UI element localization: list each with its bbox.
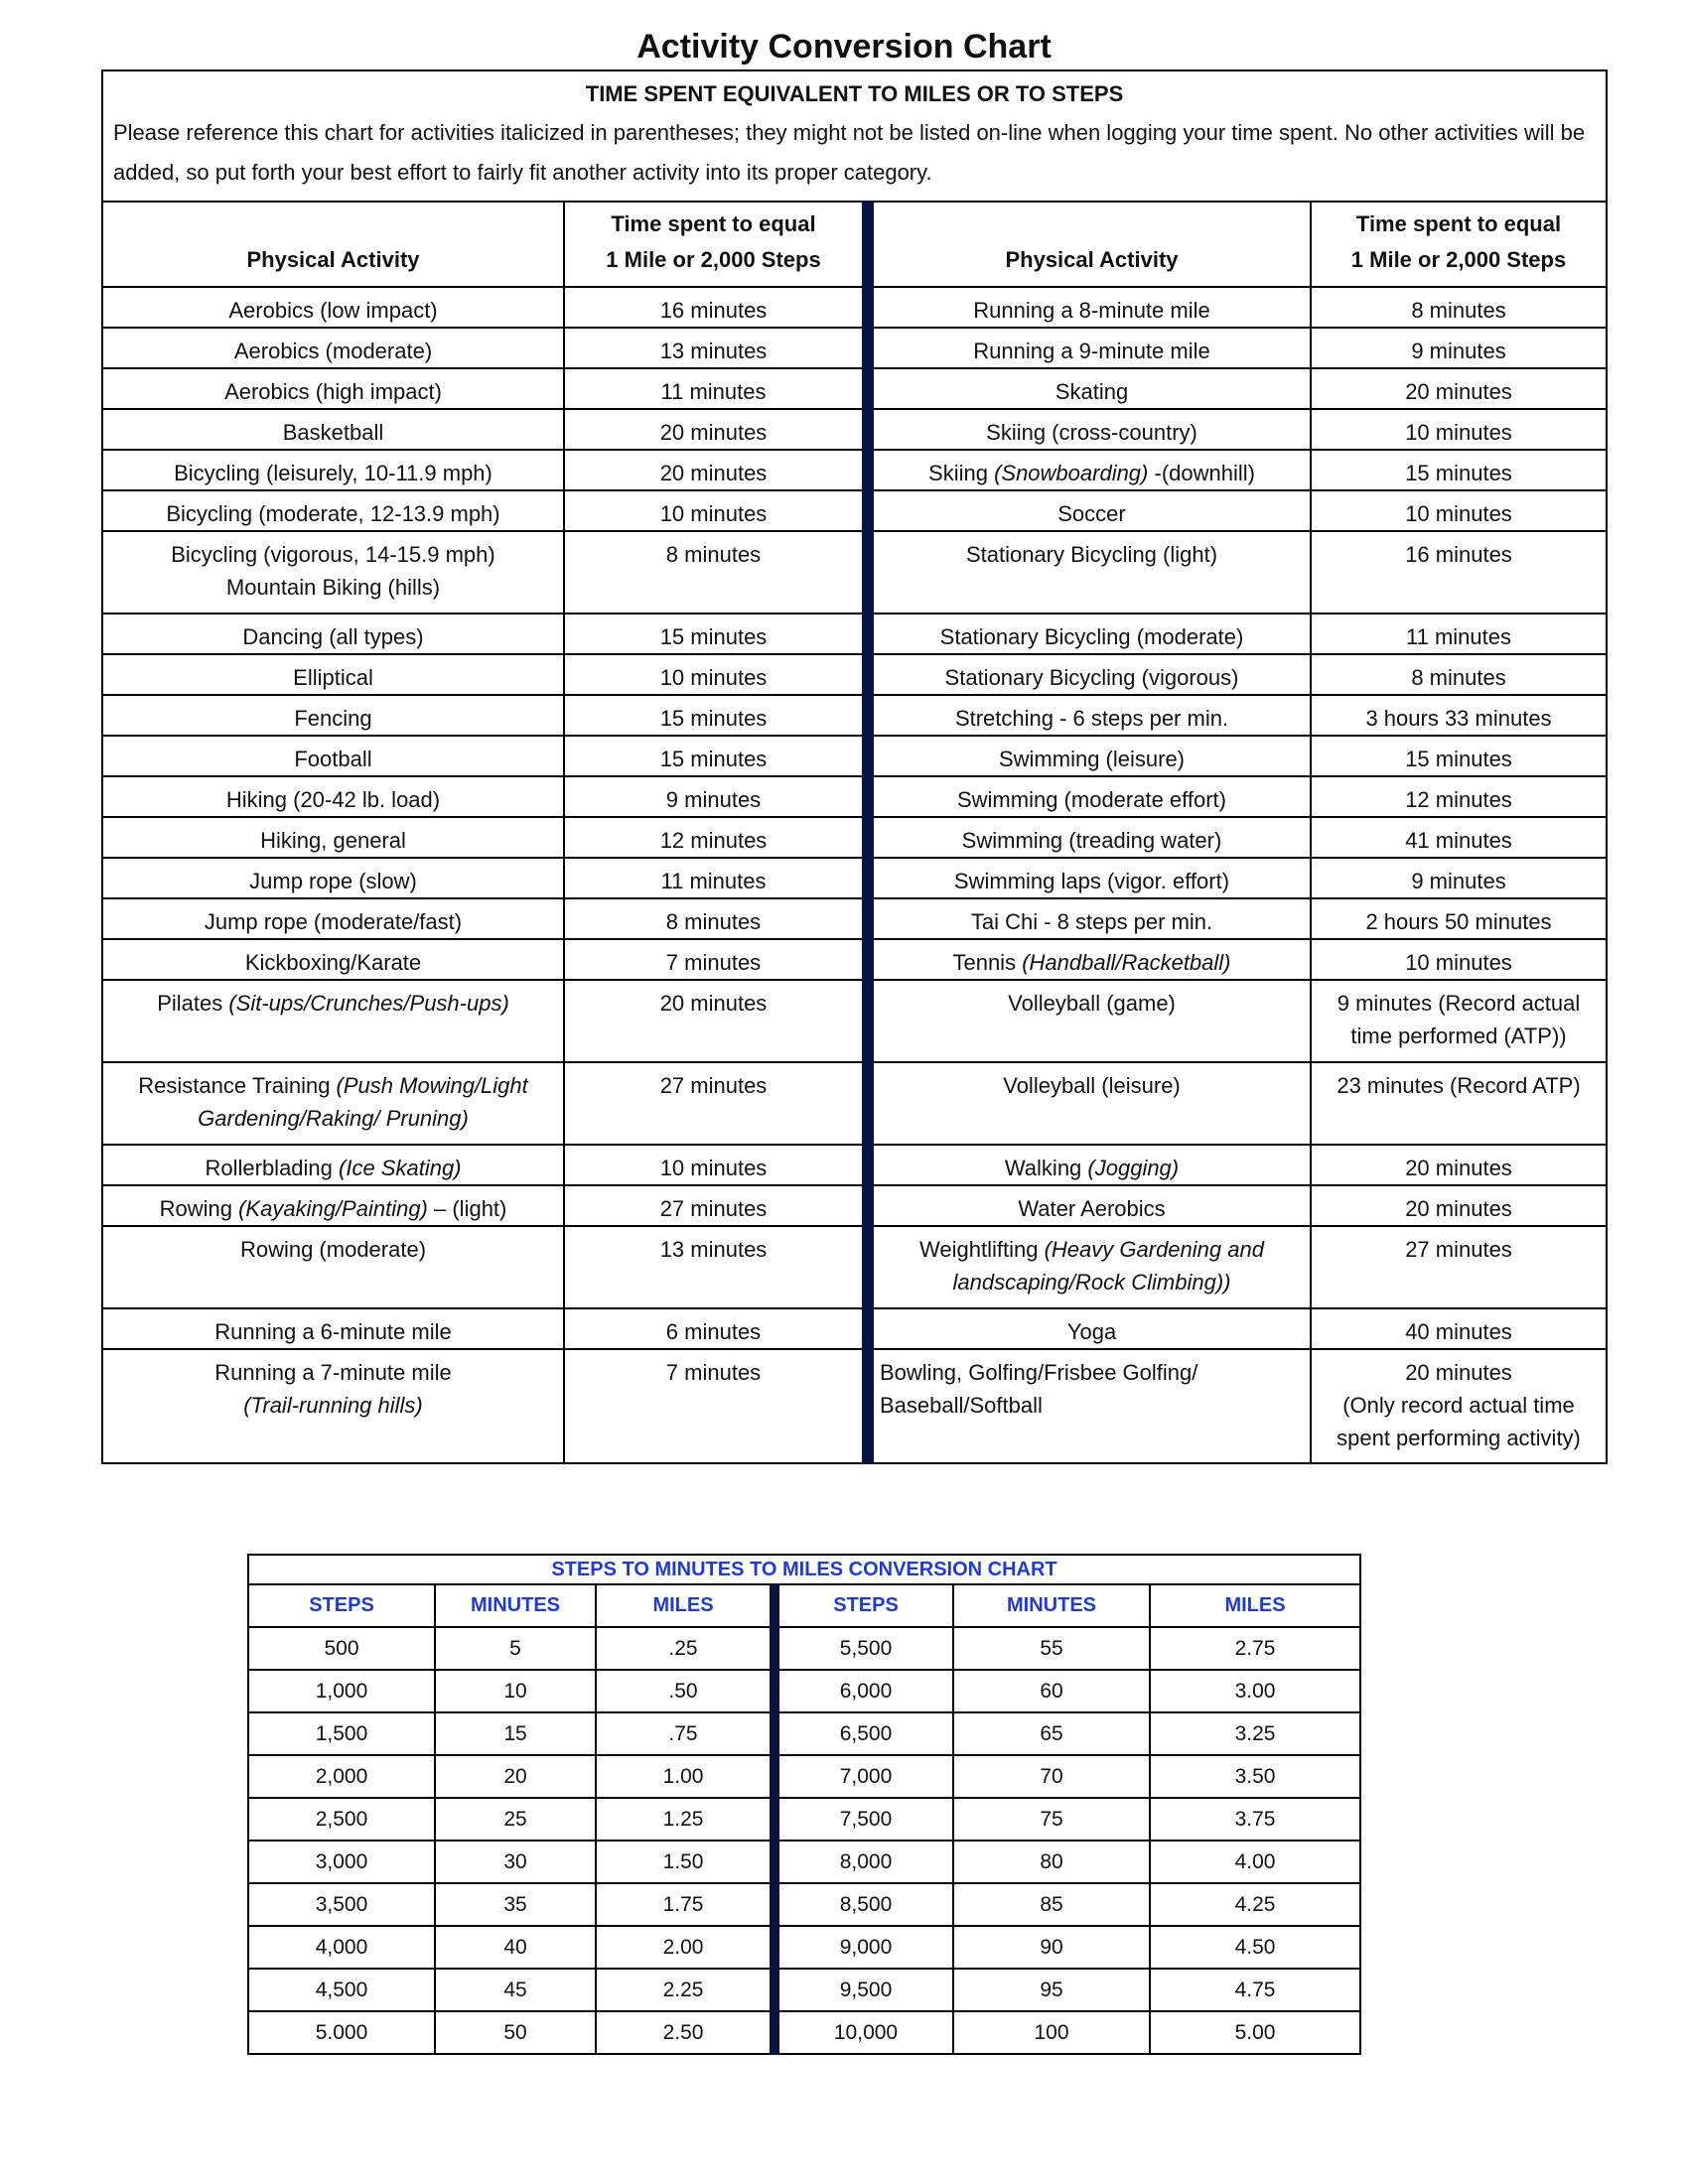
table-cell: Aerobics (low impact) <box>102 287 564 328</box>
table-cell: Yoga <box>868 1308 1311 1349</box>
steps-header: MINUTES <box>435 1584 596 1627</box>
table-cell: 20 minutes <box>1311 368 1607 409</box>
table-cell: 2 hours 50 minutes <box>1311 898 1607 939</box>
table-cell: 10 minutes <box>1311 490 1607 531</box>
table-row <box>102 898 1607 939</box>
steps-cell: 3.50 <box>1150 1755 1360 1798</box>
steps-cell: 5.000 <box>248 2011 435 2054</box>
steps-cell: 35 <box>435 1883 596 1926</box>
table-cell: 3 hours 33 minutes <box>1311 695 1607 736</box>
table-cell: Stationary Bicycling (light) <box>868 531 1311 614</box>
steps-row <box>248 1969 1360 2011</box>
steps-cell: 5.00 <box>1150 2011 1360 2054</box>
table-cell: 8 minutes <box>1311 654 1607 695</box>
table-row <box>102 490 1607 531</box>
table-cell: Skating <box>868 368 1311 409</box>
steps-row <box>248 1883 1360 1926</box>
table-cell: Kickboxing/Karate <box>102 939 564 980</box>
table-row <box>102 736 1607 776</box>
activity-table <box>101 69 1608 1464</box>
table-cell: Dancing (all types) <box>102 614 564 654</box>
table-cell: Volleyball (leisure) <box>868 1062 1311 1145</box>
table-cell: 16 minutes <box>564 287 868 328</box>
table-row <box>102 1349 1607 1463</box>
table-cell: 10 minutes <box>564 1145 868 1185</box>
table-cell: 20 minutes (Only record actual time spent performing activity) <box>1311 1349 1607 1463</box>
table-cell: 15 minutes <box>564 736 868 776</box>
table-cell: 11 minutes <box>564 858 868 898</box>
table-cell: 13 minutes <box>564 328 868 368</box>
header-activity-right: Physical Activity <box>868 202 1311 287</box>
table-cell: Rollerblading (Ice Skating) <box>102 1145 564 1185</box>
steps-header: MILES <box>1150 1584 1360 1627</box>
table-row <box>102 1226 1607 1308</box>
table-row <box>102 328 1607 368</box>
steps-cell: .50 <box>596 1670 774 1712</box>
table-cell: 20 minutes <box>1311 1145 1607 1185</box>
table-cell: 16 minutes <box>1311 531 1607 614</box>
steps-cell: 2.00 <box>596 1926 774 1969</box>
table-cell: 15 minutes <box>564 614 868 654</box>
steps-cell: 10 <box>435 1670 596 1712</box>
steps-cell: 65 <box>953 1712 1150 1755</box>
table-cell: 6 minutes <box>564 1308 868 1349</box>
table-cell: Soccer <box>868 490 1311 531</box>
table-subtitle: TIME SPENT EQUIVALENT TO MILES OR TO STEPS <box>585 81 1124 106</box>
page-title: Activity Conversion Chart <box>636 28 1052 66</box>
table-row <box>102 695 1607 736</box>
table-cell: 12 minutes <box>1311 776 1607 817</box>
table-cell: 10 minutes <box>564 490 868 531</box>
steps-header: MILES <box>596 1584 774 1627</box>
steps-header-row <box>248 1584 1360 1627</box>
steps-cell: 90 <box>953 1926 1150 1969</box>
table-cell: 8 minutes <box>1311 287 1607 328</box>
table-cell: 27 minutes <box>1311 1226 1607 1308</box>
steps-cell: 3,500 <box>248 1883 435 1926</box>
table-cell: 40 minutes <box>1311 1308 1607 1349</box>
steps-cell: 10,000 <box>774 2011 953 2054</box>
steps-cell: 4.00 <box>1150 1841 1360 1883</box>
steps-cell: 55 <box>953 1627 1150 1670</box>
steps-cell: 3,000 <box>248 1841 435 1883</box>
table-row <box>102 776 1607 817</box>
table-cell: 11 minutes <box>564 368 868 409</box>
table-row <box>102 1145 1607 1185</box>
table-cell: 20 minutes <box>564 409 868 450</box>
table-cell: Rowing (moderate) <box>102 1226 564 1308</box>
steps-cell: 2.75 <box>1150 1627 1360 1670</box>
steps-cell: 6,500 <box>774 1712 953 1755</box>
steps-row <box>248 1926 1360 1969</box>
table-cell: 12 minutes <box>564 817 868 858</box>
table-cell: Aerobics (moderate) <box>102 328 564 368</box>
table-row <box>102 858 1607 898</box>
table-cell: 9 minutes (Record actual time performed (ATP)) <box>1311 980 1607 1062</box>
table-row <box>102 531 1607 614</box>
steps-cell: 70 <box>953 1755 1150 1798</box>
table-cell: 20 minutes <box>1311 1185 1607 1226</box>
steps-cell: 5 <box>435 1627 596 1670</box>
steps-row <box>248 1841 1360 1883</box>
table-cell: Football <box>102 736 564 776</box>
table-cell: Resistance Training (Push Mowing/Light Gardening/Raking/ Pruning) <box>102 1062 564 1145</box>
steps-cell: 500 <box>248 1627 435 1670</box>
table-cell: Weightlifting (Heavy Gardening and landscaping/Rock Climbing)) <box>868 1226 1311 1308</box>
steps-row <box>248 1798 1360 1841</box>
steps-header: STEPS <box>774 1584 953 1627</box>
header-row <box>102 202 1607 287</box>
table-row <box>102 980 1607 1062</box>
steps-cell: 4.75 <box>1150 1969 1360 2011</box>
steps-row <box>248 1755 1360 1798</box>
table-cell: Jump rope (moderate/fast) <box>102 898 564 939</box>
steps-cell: 4.50 <box>1150 1926 1360 1969</box>
table-cell: 8 minutes <box>564 898 868 939</box>
steps-cell: 25 <box>435 1798 596 1841</box>
table-cell: 15 minutes <box>564 695 868 736</box>
steps-cell: 9,000 <box>774 1926 953 1969</box>
table-cell: 11 minutes <box>1311 614 1607 654</box>
table-cell: Running a 9-minute mile <box>868 328 1311 368</box>
steps-cell: 4,500 <box>248 1969 435 2011</box>
steps-cell: 85 <box>953 1883 1150 1926</box>
steps-cell: 30 <box>435 1841 596 1883</box>
table-cell: 27 minutes <box>564 1062 868 1145</box>
steps-cell: 2.50 <box>596 2011 774 2054</box>
steps-cell: 2,000 <box>248 1755 435 1798</box>
steps-cell: 8,500 <box>774 1883 953 1926</box>
header-activity-left: Physical Activity <box>102 202 564 287</box>
steps-cell: 1.50 <box>596 1841 774 1883</box>
steps-cell: 1.00 <box>596 1755 774 1798</box>
steps-cell: .75 <box>596 1712 774 1755</box>
table-cell: 41 minutes <box>1311 817 1607 858</box>
table-cell: Running a 8-minute mile <box>868 287 1311 328</box>
steps-cell: 95 <box>953 1969 1150 2011</box>
steps-cell: 5,500 <box>774 1627 953 1670</box>
table-cell: Swimming laps (vigor. effort) <box>868 858 1311 898</box>
steps-row <box>248 2011 1360 2054</box>
table-cell: Fencing <box>102 695 564 736</box>
intro-cell <box>102 70 1607 202</box>
steps-header: MINUTES <box>953 1584 1150 1627</box>
steps-cell: 2,500 <box>248 1798 435 1841</box>
steps-caption: STEPS TO MINUTES TO MILES CONVERSION CHART <box>248 1555 1360 1584</box>
steps-cell: 1,500 <box>248 1712 435 1755</box>
steps-cell: 50 <box>435 2011 596 2054</box>
table-row <box>102 409 1607 450</box>
steps-cell: 4,000 <box>248 1926 435 1969</box>
steps-cell: 1.25 <box>596 1798 774 1841</box>
steps-cell: 7,500 <box>774 1798 953 1841</box>
steps-cell: 3.25 <box>1150 1712 1360 1755</box>
table-cell: 8 minutes <box>564 531 868 614</box>
table-cell: 27 minutes <box>564 1185 868 1226</box>
steps-cell: 2.25 <box>596 1969 774 2011</box>
table-cell: Pilates (Sit-ups/Crunches/Push-ups) <box>102 980 564 1062</box>
table-cell: 9 minutes <box>1311 328 1607 368</box>
table-cell: Stationary Bicycling (vigorous) <box>868 654 1311 695</box>
table-cell: 20 minutes <box>564 980 868 1062</box>
steps-row <box>248 1627 1360 1670</box>
table-cell: Aerobics (high impact) <box>102 368 564 409</box>
steps-cell: 15 <box>435 1712 596 1755</box>
table-cell: Tennis (Handball/Racketball) <box>868 939 1311 980</box>
table-cell: Bicycling (moderate, 12-13.9 mph) <box>102 490 564 531</box>
table-cell: Walking (Jogging) <box>868 1145 1311 1185</box>
table-cell: 9 minutes <box>564 776 868 817</box>
table-cell: Hiking (20-42 lb. load) <box>102 776 564 817</box>
table-cell: 20 minutes <box>564 450 868 490</box>
table-cell: 9 minutes <box>1311 858 1607 898</box>
table-cell: 10 minutes <box>564 654 868 695</box>
steps-cell: 8,000 <box>774 1841 953 1883</box>
table-cell: Bowling, Golfing/Frisbee Golfing/ Baseball/Softball <box>868 1349 1311 1463</box>
steps-cell: 80 <box>953 1841 1150 1883</box>
steps-cell: 9,500 <box>774 1969 953 2011</box>
table-cell: Volleyball (game) <box>868 980 1311 1062</box>
steps-cell: 7,000 <box>774 1755 953 1798</box>
table-cell: Stretching - 6 steps per min. <box>868 695 1311 736</box>
table-cell: Rowing (Kayaking/Painting) – (light) <box>102 1185 564 1226</box>
header-time-right: Time spent to equal 1 Mile or 2,000 Steps <box>1311 202 1607 287</box>
table-cell: Running a 6-minute mile <box>102 1308 564 1349</box>
steps-cell: 60 <box>953 1670 1150 1712</box>
table-cell: Jump rope (slow) <box>102 858 564 898</box>
steps-header: STEPS <box>248 1584 435 1627</box>
steps-cell: 6,000 <box>774 1670 953 1712</box>
table-cell: Swimming (treading water) <box>868 817 1311 858</box>
table-cell: 15 minutes <box>1311 450 1607 490</box>
table-cell: Stationary Bicycling (moderate) <box>868 614 1311 654</box>
table-cell: Running a 7-minute mile (Trail-running hills) <box>102 1349 564 1463</box>
table-cell: Hiking, general <box>102 817 564 858</box>
steps-row <box>248 1712 1360 1755</box>
header-time-left: Time spent to equal 1 Mile or 2,000 Steps <box>564 202 868 287</box>
table-cell: 7 minutes <box>564 1349 868 1463</box>
steps-cell: 100 <box>953 2011 1150 2054</box>
steps-cell: 3.00 <box>1150 1670 1360 1712</box>
steps-cell: 40 <box>435 1926 596 1969</box>
table-row <box>102 1062 1607 1145</box>
steps-cell: 1,000 <box>248 1670 435 1712</box>
steps-cell: 3.75 <box>1150 1798 1360 1841</box>
table-row <box>102 614 1607 654</box>
table-row <box>102 450 1607 490</box>
table-cell: 7 minutes <box>564 939 868 980</box>
steps-table <box>247 1554 1361 2055</box>
steps-cell: 1.75 <box>596 1883 774 1926</box>
table-cell: 10 minutes <box>1311 409 1607 450</box>
steps-row <box>248 1670 1360 1712</box>
table-cell: 15 minutes <box>1311 736 1607 776</box>
table-cell: Tai Chi - 8 steps per min. <box>868 898 1311 939</box>
table-cell: Bicycling (leisurely, 10-11.9 mph) <box>102 450 564 490</box>
table-row <box>102 287 1607 328</box>
steps-cell: .25 <box>596 1627 774 1670</box>
steps-cell: 75 <box>953 1798 1150 1841</box>
table-row <box>102 1308 1607 1349</box>
steps-cell: 4.25 <box>1150 1883 1360 1926</box>
table-cell: Swimming (moderate effort) <box>868 776 1311 817</box>
table-cell: 13 minutes <box>564 1226 868 1308</box>
table-cell: Swimming (leisure) <box>868 736 1311 776</box>
table-cell: Basketball <box>102 409 564 450</box>
table-cell: 23 minutes (Record ATP) <box>1311 1062 1607 1145</box>
table-row <box>102 654 1607 695</box>
table-row <box>102 368 1607 409</box>
table-row <box>102 939 1607 980</box>
table-cell: Skiing (cross-country) <box>868 409 1311 450</box>
table-row <box>102 1185 1607 1226</box>
table-cell: Water Aerobics <box>868 1185 1311 1226</box>
table-cell: Bicycling (vigorous, 14-15.9 mph) Mountain Biking (hills) <box>102 531 564 614</box>
steps-cell: 20 <box>435 1755 596 1798</box>
intro-text: Please reference this chart for activities italicized in parentheses; they might not be listed on-line when logging your time spent. No other activities will be added, so put forth your best effort to fairly fit another activity into its proper category. <box>113 120 1586 185</box>
table-cell: Elliptical <box>102 654 564 695</box>
table-row <box>102 817 1607 858</box>
table-cell: Skiing (Snowboarding) -(downhill) <box>868 450 1311 490</box>
steps-cell: 45 <box>435 1969 596 2011</box>
table-cell: 10 minutes <box>1311 939 1607 980</box>
